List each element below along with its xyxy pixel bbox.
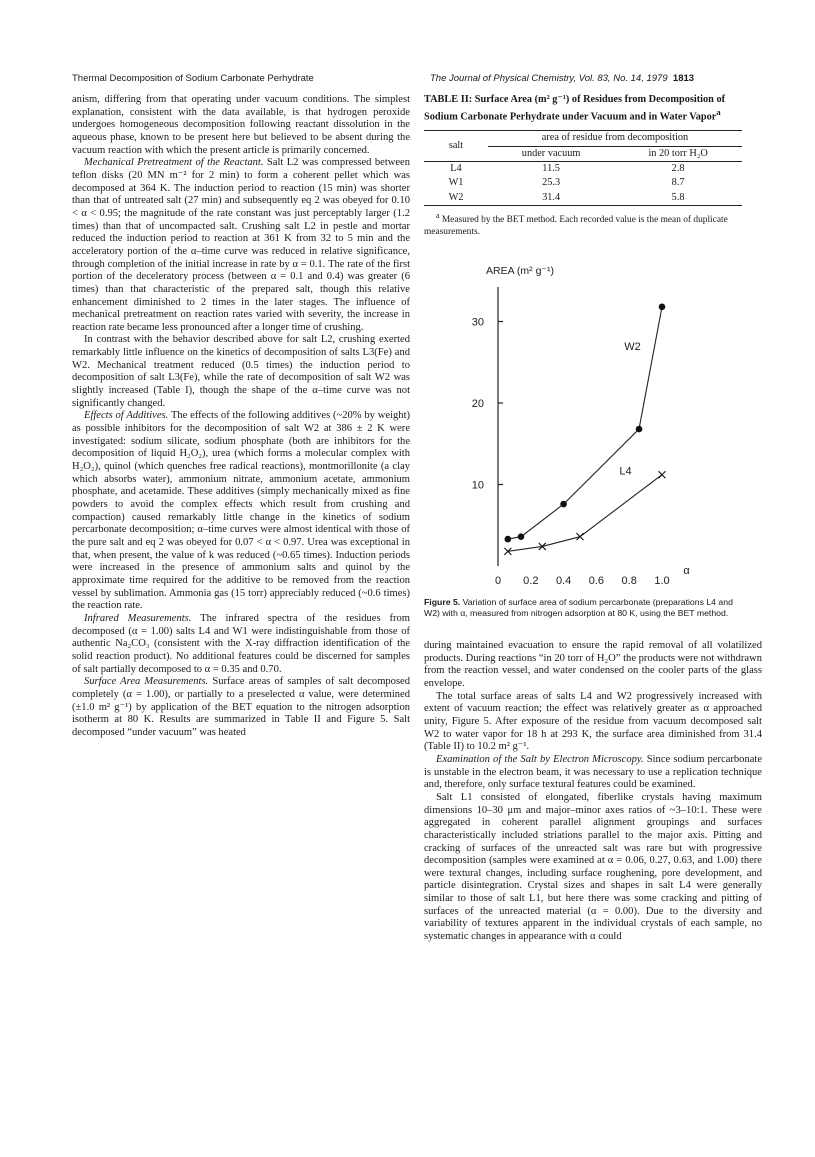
paragraph-text: Since sodium percarbonate is unstable in the electron beam, it was necessary to use a replication technique and, therefore, only surface textural features could be examined. (424, 753, 763, 791)
cell-water: 5.8 (671, 191, 685, 203)
footnote-text: Measured by the BET method. Each recorded value is the mean of duplicate measurements. (424, 215, 728, 237)
paragraph: The total surface areas of salts L4 and W2 progressively increased with extent of vacuum reaction; the effect was relatively greater as α approached unity, Figure 5. After exposure of the residue from vacuum decomposed salt W2 to water vapor for 18 h at 293 K, the surface area diminished from 31.4 (Table II) to 10.2 m² g⁻¹. (424, 690, 762, 753)
data-point-l4 (577, 533, 584, 540)
data-point-w2 (659, 304, 666, 311)
paragraph: anism, differing from that operating under vacuum conditions. The simplest explanation, consistent with the data available, is that hydrogen peroxide undergoes homogeneous decomposition following reactant dissolution in the aqueous phase, known to be present here but believed to be absent during the vacuum reaction with which the present article is primarily concerned. (72, 94, 410, 156)
cell-salt: W2 (448, 191, 464, 203)
figure-caption (424, 597, 742, 619)
table-row (424, 191, 742, 206)
paragraph-text: Surface areas of samples of salt decomposed completely (α = 1.00), or partially to a preselected α value, were determined (±1.0 m² g⁻¹) by application of the BET equation to the nitrogen adsorption isotherm at 80 K. Results are summarized in Table II and Figure 5. Salt decomposed “under vacuum” was heated (72, 676, 410, 738)
column-group-header: area of residue from decomposition (488, 131, 742, 146)
table-caption-text: TABLE II: Surface Area (m² g⁻¹) of Residues from Decomposition of Sodium Carbonate Perhydrate under Vacuum and in Water Vapor (424, 94, 726, 123)
cell-vacuum: 25.3 (542, 177, 561, 189)
figure-5-chart (440, 258, 740, 588)
figure-caption-text: Variation of surface area of sodium percarbonate (preparations L4 and W2) with α, measured from nitrogen adsorption at 80 K, using the BET method. (424, 597, 733, 619)
page-number: 1813 (672, 73, 695, 84)
section-title: Effects of Additives. (84, 410, 169, 422)
paragraph-text: The infrared spectra of the residues from decomposed (α = 1.00) salts L4 and W1 were indistinguishable from those of authentic Na₂CO₃ (consistent with the X-ray diffraction identification of the solid reaction product). No additional features could be discerned for samples of salt partially decomposed to α = 0.35 and 0.70. (72, 612, 411, 675)
table-footnote (424, 210, 742, 238)
x-axis-label: α (683, 565, 690, 577)
x-tick-label: 0.8 (621, 575, 637, 587)
data-point-w2 (518, 533, 525, 540)
section-title: Surface Area Measurements. (84, 676, 209, 688)
footnote-marker: a (436, 211, 440, 221)
table-ii (424, 94, 742, 239)
y-tick-label: 20 (471, 398, 484, 410)
series-label-l4: L4 (619, 465, 632, 478)
x-tick-label: 0.2 (523, 575, 539, 587)
data-point-w2 (560, 501, 567, 508)
data-point-w2 (636, 426, 643, 433)
paragraph-text: Salt L2 was compressed between teflon disks (20 MN m⁻² for 2 min) to form a coherent pellet which was decomposed at 364 K. The induction period to reaction (15 min) was shorter than that of untreated salt (27 min) and subsequently eq 2 was obeyed for 0.10 < α < 0.95; the magnitude of the rate constant was just perceptably larger (1.2 times) than that of uncompacted salt. Crushing salt L2 in pestle and mortar reduced the induction period to reaction at 361 K from 32 to 5 min and the acceleratory portion of the α–time curve was reduced in relative significance, through completion of the initial increase in rate by α = 0.1. The rate of the first portion of the deceleratory process (between α = 0.1 and 0.4) was greater (6 times) than that characteristic of the prepared salt, though this relative enhancement diminished to 2 times in the later stages. The influence of mechanical pretreatment on reaction rates varied with severity, the increase in reaction rate became less pronounced after a longer time of crushing. (72, 157, 411, 333)
x-tick-label: 0.6 (588, 575, 605, 587)
paragraph (72, 410, 410, 613)
paragraph: Salt L1 consisted of elongated, fiberlike crystals having maximum dimensions 10–30 μm and major–minor axes ratios of ~3–10:1. These were aggregated in coherent parallel alignment groupings and surfaces characteristically included striations parallel to the major axis. Pitting and cracking of surfaces of the unreacted salt was rare but with progressive decomposition (samples were examined at α = 0.06, 0.27, 0.63, and 1.00) there were textural changes, including surface roughening, pore development, and particle disintegration. Crystal sizes and shapes in salt L4 were generally similar to those of salt L1, but here there was some cracking and pitting of surfaces of the unreacted material (α = 0.00). Due to the diversity and variability of textures apparent in the individual crystals of each sample, no systematic changes in appearance with α could (424, 791, 762, 943)
series-line-l4 (508, 475, 662, 552)
column-header-water: in 20 torr H₂O (648, 147, 708, 159)
cell-salt: W1 (448, 177, 464, 189)
table-caption (424, 94, 742, 124)
paragraph-text: The effects of the following additives (~20% by weight) as possible inhibitors for the decomposition of salt W2 at 386 ± 2 K were investigated: sodium silicate, sodium phosphate (both are inhibitors for the decomposition of liquid H₂O₂), urea (which forms a molecular complex with H₂O₂), quinol (which quenches free radical reactions), montmorillonite (a clay which absorbs water), ammonium nitrate, ammonium acetate, ammonium phosphate, and acetamide. These additives (simply mechanically mixed as fine powders to avoid the complex effects which result from crushing and compaction) caused remarkably little change in the kinetics of sodium percarbonate decomposition; α–time curves were almost identical with those of the pure salt and eq 2 was obeyed for 0.07 < α < 0.97. Urea was exceptional in that, when present, the value of k was reduced (~0.65 times). Induction periods were increased in the presence of ammonium salts and quinol by the approximate time required for the additive to be removed from the reaction vessel by sublimation. Ammonia gas (15 torr) appreciably reduced (~0.6 times) the reaction rate. (72, 410, 411, 612)
x-tick-label: 0.4 (555, 575, 572, 587)
footnote-marker: a (716, 107, 721, 118)
x-tick-label: 0 (494, 575, 502, 587)
paragraph (72, 613, 410, 676)
running-header-right (430, 73, 694, 84)
y-tick-label: 10 (471, 479, 484, 492)
section-title: Infrared Measurements. (84, 612, 192, 624)
data-point-l4 (659, 471, 666, 478)
y-tick-label: 30 (471, 316, 484, 329)
paragraph (424, 754, 762, 792)
cell-water: 8.7 (671, 177, 685, 189)
left-column (72, 94, 410, 739)
column-header-vacuum: under vacuum (521, 147, 581, 159)
cell-water: 2.8 (671, 163, 685, 175)
series-label-w2: W2 (624, 341, 641, 354)
journal-citation: The Journal of Physical Chemistry, Vol. 83, No. 14, 1979 (430, 73, 668, 84)
cell-vacuum: 11.5 (542, 163, 560, 175)
cell-salt: L4 (450, 163, 462, 175)
figure-label: Figure 5. (424, 597, 461, 607)
x-tick-label: 1.0 (654, 575, 670, 587)
paragraph (72, 157, 410, 334)
y-axis-label: AREA (m² g⁻¹) (486, 265, 554, 277)
paragraph: In contrast with the behavior described above for salt L2, crushing exerted remarkably little influence on the kinetics of decomposition of salts L3(Fe) and W2. Mechanical treatment reduced (0.5 times) the induction period to decomposition of salt L3(Fe), while the rate of decomposition of salt W2 was slightly increased (Table I), though the shape of the α–time curve was not significantly changed. (72, 334, 410, 409)
column-header-salt: salt (448, 139, 464, 151)
table-row (424, 176, 742, 190)
cell-vacuum: 31.4 (542, 191, 561, 203)
surface-area-table (424, 130, 742, 206)
data-point-w2 (505, 536, 512, 543)
table-row (424, 162, 742, 177)
paragraph (72, 676, 410, 739)
running-header-left: Thermal Decomposition of Sodium Carbonate Perhydrate (72, 73, 314, 84)
paragraph: during maintained evacuation to ensure the rapid removal of all volatilized products. During reactions “in 20 torr of H₂O” the products were not withdrawn from the reaction vessel, and water condensed on the cooler parts of the glass envelope. (424, 640, 762, 689)
section-title: Mechanical Pretreatment of the Reactant. (84, 157, 264, 169)
right-column (424, 640, 762, 944)
section-title: Examination of the Salt by Electron Microscopy. (436, 753, 644, 765)
